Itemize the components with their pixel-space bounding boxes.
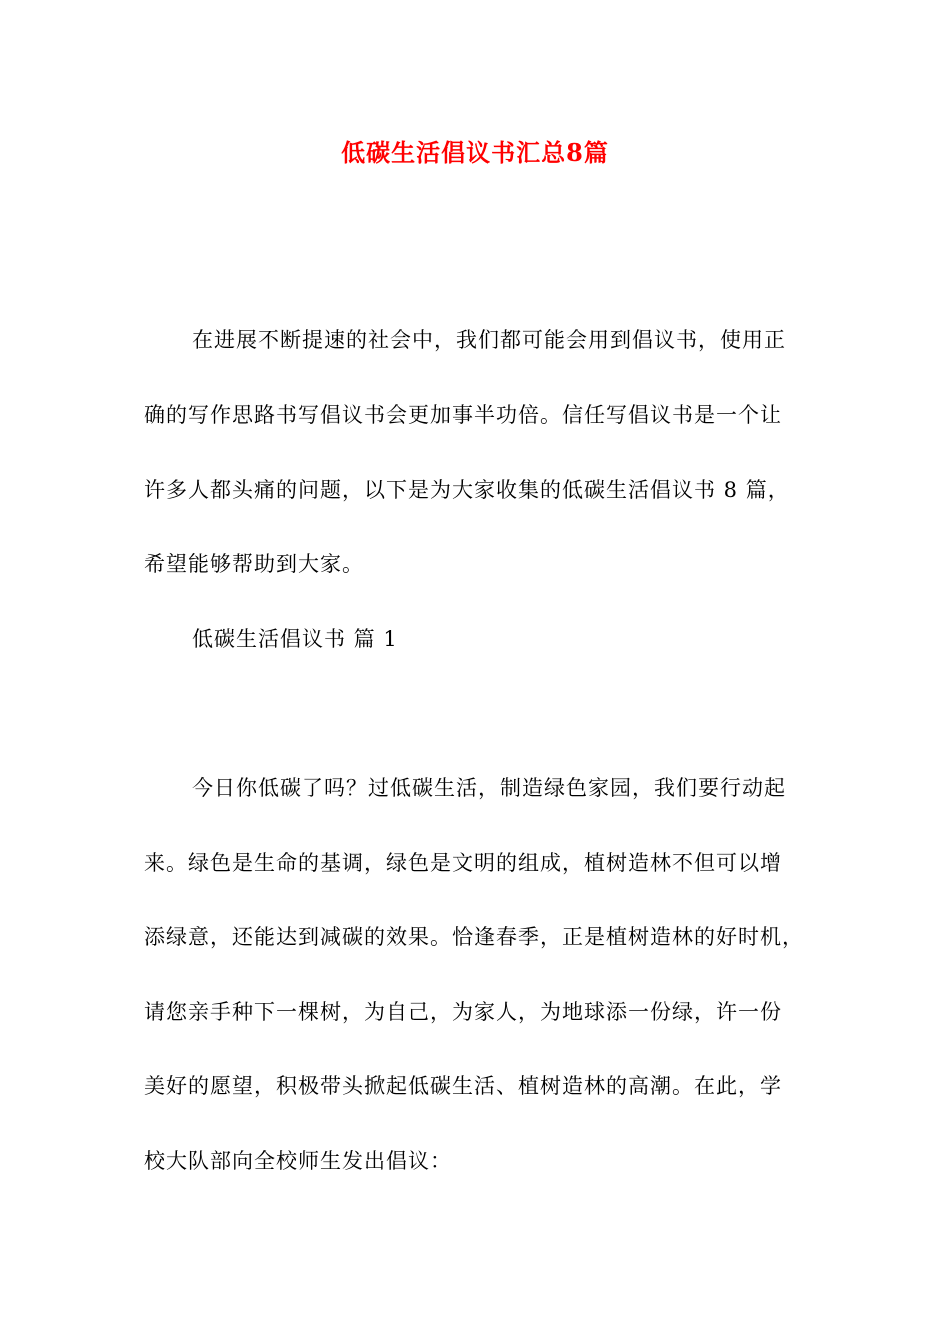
body-line-6: 校大队部向全校师生发出倡议：	[144, 1149, 452, 1173]
body-line-5: 美好的愿望，积极带头掀起低碳生活、植树造林的高潮。在此，学	[144, 1074, 782, 1098]
intro-line-1: 在进展不断提速的社会中，我们都可能会用到倡议书，使用正	[192, 328, 786, 352]
body-line-3: 添绿意，还能达到减碳的效果。恰逢春季，正是植树造林的好时机，	[144, 925, 804, 949]
section-heading: 低碳生活倡议书 篇 1	[192, 627, 398, 651]
body-line-4: 请您亲手种下一棵树，为自己，为家人，为地球添一份绿，许一份	[144, 1000, 782, 1024]
body-line-2: 来。绿色是生命的基调，绿色是文明的组成，植树造林不但可以增	[144, 851, 782, 875]
intro-line-4: 希望能够帮助到大家。	[144, 552, 364, 576]
body-line-1: 今日你低碳了吗？过低碳生活，制造绿色家园，我们要行动起	[192, 776, 786, 800]
document-title: 低碳生活倡议书汇总8篇	[341, 138, 609, 167]
intro-line-3: 许多人都头痛的问题，以下是为大家收集的低碳生活倡议书 8 篇，	[144, 478, 790, 502]
intro-line-2: 确的写作思路书写倡议书会更加事半功倍。信任写倡议书是一个让	[144, 403, 782, 427]
